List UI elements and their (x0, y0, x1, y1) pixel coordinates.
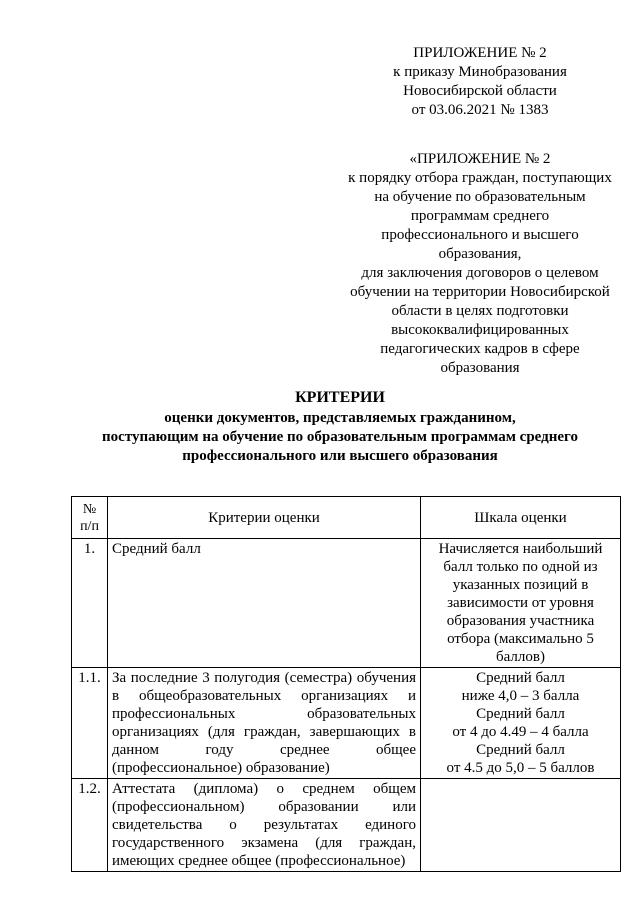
header-scale: Шкала оценки (421, 497, 621, 539)
appendix-line: области в целях подготовки (391, 303, 569, 319)
table-row (72, 779, 621, 872)
appendix-line: для заключения договоров о целевом (361, 265, 599, 281)
title-subtitle-line: оценки документов, представляемых гражданином, (164, 410, 516, 426)
appendix-line: программам среднего (410, 208, 550, 224)
appendix-line: к порядку отбора граждан, поступающих (348, 170, 612, 186)
appendix-line: ПРИЛОЖЕНИЕ № 2 (413, 45, 547, 61)
appendix-line: на обучение по образовательным (374, 189, 586, 205)
row-criteria: За последние 3 полугодия (семестра) обучения в общеобразовательных организациях и профессиональных образовательных организациях (для граждан, завершающих в данном году среднее общее (профессиональное) образование) (108, 668, 421, 779)
appendix-line: педагогических кадров в сфере (380, 341, 580, 357)
appendix-line: высококвалифицированных (391, 322, 569, 338)
appendix-line: обучении на территории Новосибирской (350, 284, 610, 300)
title-subtitle-line: профессионального или высшего образования (182, 448, 498, 464)
table-header-row (72, 497, 621, 539)
row-criteria: Средний балл (108, 539, 421, 668)
appendix-line: «ПРИЛОЖЕНИЕ № 2 (409, 151, 551, 167)
scale-line: Средний балл (476, 742, 565, 758)
criteria-table (71, 496, 621, 872)
appendix-line: профессионального и высшего (381, 227, 579, 243)
document-title (60, 388, 620, 466)
appendix-line: к приказу Минобразования (393, 64, 567, 80)
title-heading: КРИТЕРИИ (295, 389, 385, 406)
row-scale (421, 668, 621, 779)
scale-line: ниже 4,0 – 3 балла (461, 688, 580, 704)
scale-line: Средний балл (476, 670, 565, 686)
row-number: 1.1. (72, 668, 108, 779)
row-scale: Начисляется наибольший балл только по одной из указанных позиций в зависимости от уровня образования участника отбора (максимально 5 баллов) (421, 539, 621, 668)
appendix-header-order (340, 44, 620, 120)
appendix-line: образования (440, 360, 520, 376)
scale-line: Средний балл (476, 706, 565, 722)
header-criteria: Критерии оценки (108, 497, 421, 539)
table-row (72, 539, 621, 668)
row-number: 1.2. (72, 779, 108, 872)
appendix-line: Новосибирской области (403, 83, 557, 99)
appendix-header-procedure (340, 150, 620, 378)
appendix-line: от 03.06.2021 № 1383 (411, 102, 549, 118)
title-subtitle-line: поступающим на обучение по образовательным программам среднего (102, 429, 578, 445)
appendix-line: образования, (438, 246, 522, 262)
table-row (72, 668, 621, 779)
scale-line: от 4.5 до 5,0 – 5 баллов (446, 760, 595, 776)
row-scale (421, 779, 621, 872)
row-criteria: Аттестата (диплома) о среднем общем (профессиональном) образовании или свидетельства о результатах единого государственного экзамена (для граждан, имеющих среднее общее (профессиональное) (108, 779, 421, 872)
header-number: № п/п (72, 497, 108, 539)
scale-line: от 4 до 4.49 – 4 балла (452, 724, 589, 740)
row-number: 1. (72, 539, 108, 668)
